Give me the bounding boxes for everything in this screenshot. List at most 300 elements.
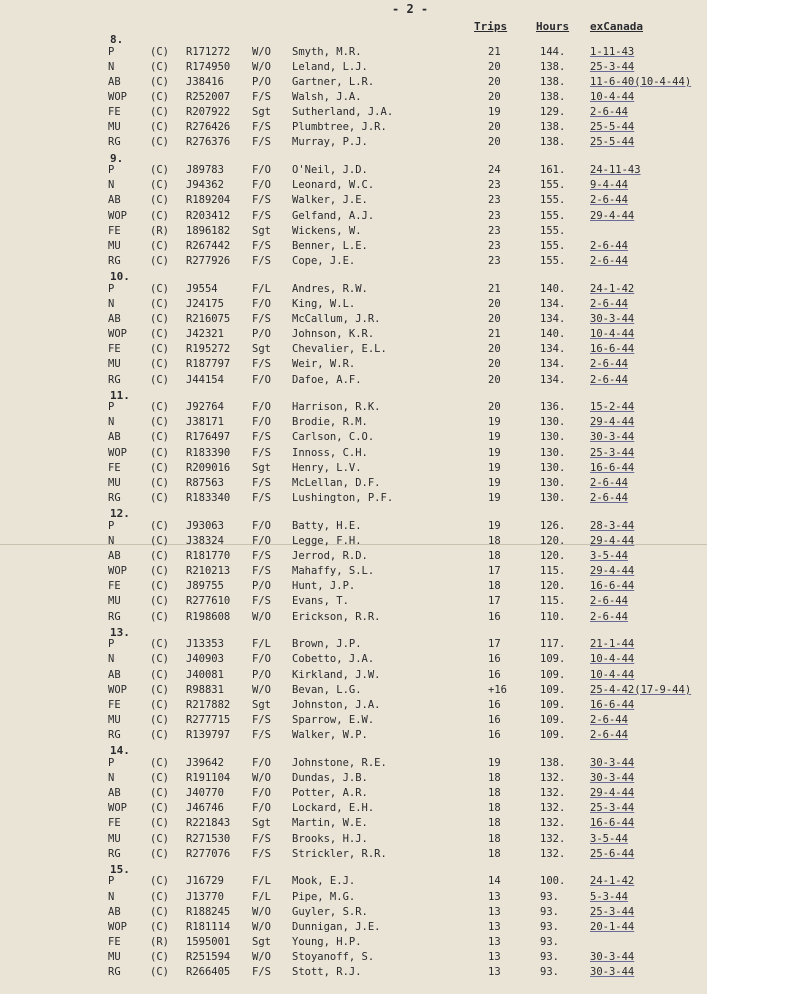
crew-member-row (0, 875, 707, 890)
ex-canada-date: 2-6-44 (590, 714, 628, 726)
member-name: Sutherland, J.A. (292, 106, 394, 119)
member-name: Mahaffy, S.L. (292, 565, 375, 578)
rank: F/O (252, 534, 271, 547)
member-name: Leland, L.J. (292, 60, 368, 73)
rank: P/O (252, 668, 271, 681)
rank: F/S (252, 136, 271, 149)
service-number: R183390 (186, 446, 231, 459)
rank: F/S (252, 550, 271, 562)
service-number: J9554 (186, 282, 218, 295)
crew-position: FE (108, 817, 121, 830)
trips-count: 13 (488, 935, 501, 948)
crew-member-row (0, 106, 707, 121)
member-name: Hunt, J.P. (292, 580, 356, 593)
rank: F/S (252, 847, 271, 860)
trips-count: +16 (488, 683, 507, 696)
trips-count: 18 (488, 534, 501, 547)
hours-value: 109. (540, 729, 566, 742)
service-number: 1896182 (186, 224, 231, 237)
ex-canada-date: 30-3-44 (590, 966, 635, 979)
status: (C) (150, 951, 169, 964)
service-number: J40770 (186, 787, 224, 800)
crew-position: N (108, 890, 115, 903)
trips-count: 20 (488, 60, 501, 73)
ex-canada-date: 3-5-44 (590, 550, 628, 562)
rank: F/S (252, 431, 271, 444)
crew-position: AB (108, 431, 121, 444)
status: (C) (150, 164, 169, 177)
status: (C) (150, 179, 169, 192)
ex-canada-date: 25-3-44 (590, 60, 635, 73)
member-name: Henry, L.V. (292, 461, 362, 474)
status: (C) (150, 966, 169, 979)
crew-member-row (0, 936, 707, 951)
status: (C) (150, 802, 169, 815)
crew-member-row (0, 520, 707, 535)
crew-member-row (0, 401, 707, 416)
trips-count: 13 (488, 951, 501, 964)
trips-count: 19 (488, 492, 501, 505)
rank: F/S (252, 476, 271, 489)
trips-count: 19 (488, 431, 501, 444)
rank: W/O (252, 610, 271, 623)
status: (C) (150, 209, 169, 222)
hours-value: 134. (540, 297, 566, 310)
status: (C) (150, 905, 169, 918)
crew-member-row (0, 535, 707, 550)
rank: F/O (252, 401, 271, 414)
member-name: Stoyanoff, S. (292, 951, 375, 964)
trips-count: 20 (488, 312, 501, 325)
ex-canada-date: 10-4-44 (590, 328, 635, 341)
member-name: Brodie, R.M. (292, 416, 368, 429)
ex-canada-date: 30-3-44 (590, 771, 635, 784)
crew-position: N (108, 416, 115, 429)
crew-position: WOP (108, 920, 127, 933)
service-number: R174950 (186, 60, 231, 73)
rank: F/S (252, 209, 271, 222)
member-name: Erickson, R.R. (292, 610, 381, 623)
ex-canada-date: 2-6-44 (590, 476, 628, 489)
ex-canada-date: 2-6-44 (590, 239, 628, 252)
service-number: J24175 (186, 297, 224, 310)
status: (C) (150, 714, 169, 726)
crew-member-row (0, 669, 707, 684)
member-name: Sparrow, E.W. (292, 714, 375, 726)
member-name: Evans, T. (292, 595, 349, 608)
hours-value: 129. (540, 106, 566, 119)
member-name: Brown, J.P. (292, 638, 362, 651)
crew-member-row (0, 772, 707, 787)
hours-value: 140. (540, 328, 566, 341)
crew-member-row (0, 179, 707, 194)
member-name: Dunnigan, J.E. (292, 920, 381, 933)
ex-canada-date: 28-3-44 (590, 519, 635, 532)
hours-value: 134. (540, 343, 566, 356)
crew-position: RG (108, 610, 121, 623)
service-number: R271530 (186, 832, 231, 845)
hours-value: 100. (540, 875, 566, 888)
crew-position: WOP (108, 90, 127, 103)
rank: F/S (252, 446, 271, 459)
status: (C) (150, 60, 169, 73)
trips-count: 17 (488, 638, 501, 651)
rank: Sgt (252, 461, 271, 474)
ex-canada-date: 21-1-44 (590, 638, 635, 651)
service-number: J39642 (186, 756, 224, 769)
hours-value: 109. (540, 714, 566, 726)
member-name: Dundas, J.B. (292, 771, 368, 784)
crew-member-row (0, 757, 707, 772)
crew-position: P (108, 45, 115, 58)
status: (C) (150, 817, 169, 830)
rank: P/O (252, 580, 271, 593)
service-number: R87563 (186, 476, 224, 489)
service-number: J46746 (186, 802, 224, 815)
crew-member-row (0, 164, 707, 179)
service-number: R183340 (186, 492, 231, 505)
service-number: J16729 (186, 875, 224, 888)
ex-canada-date: 30-3-44 (590, 312, 635, 325)
rank: W/O (252, 920, 271, 933)
ex-canada-date: 24-11-43 (590, 164, 641, 177)
hours-value: 132. (540, 802, 566, 815)
hours-value: 134. (540, 312, 566, 325)
hours-value: 109. (540, 698, 566, 711)
hours-value: 140. (540, 282, 566, 295)
ex-canada-date: 2-6-44 (590, 729, 628, 742)
hours-value: 138. (540, 756, 566, 769)
rank: Sgt (252, 106, 271, 119)
rank: F/O (252, 179, 271, 192)
status: (C) (150, 550, 169, 562)
ex-canada-date: 30-3-44 (590, 951, 635, 964)
crew-position: P (108, 756, 115, 769)
trips-count: 19 (488, 476, 501, 489)
crew-position: RG (108, 136, 121, 149)
status: (C) (150, 194, 169, 207)
rank: F/S (252, 254, 271, 267)
crew-position: AB (108, 312, 121, 325)
member-name: King, W.L. (292, 297, 356, 310)
crew-position: FE (108, 935, 121, 948)
hours-value: 130. (540, 476, 566, 489)
hours-value: 130. (540, 416, 566, 429)
member-name: Walsh, J.A. (292, 90, 362, 103)
trips-count: 20 (488, 75, 501, 88)
trips-count: 18 (488, 832, 501, 845)
rank: F/S (252, 595, 271, 608)
rank: Sgt (252, 224, 271, 237)
status: (C) (150, 416, 169, 429)
rank: F/L (252, 875, 271, 888)
crew-position: MU (108, 951, 121, 964)
crew-member-row (0, 121, 707, 136)
service-number: R181114 (186, 920, 231, 933)
member-name: O'Neil, J.D. (292, 164, 368, 177)
crew-position: AB (108, 194, 121, 207)
hours-value: 132. (540, 847, 566, 860)
member-name: Johnson, K.R. (292, 328, 375, 341)
ex-canada-date: 24-1-42 (590, 875, 635, 888)
member-name: Johnston, J.A. (292, 698, 381, 711)
ex-canada-date: 25-3-44 (590, 802, 635, 815)
service-number: R216075 (186, 312, 231, 325)
trips-count: 18 (488, 817, 501, 830)
service-number: R188245 (186, 905, 231, 918)
trips-count: 17 (488, 595, 501, 608)
hours-value: 109. (540, 668, 566, 681)
ex-canada-date: 20-1-44 (590, 920, 635, 933)
crew-member-row (0, 580, 707, 595)
trips-count: 18 (488, 771, 501, 784)
ex-canada-date: 16-6-44 (590, 461, 635, 474)
status: (C) (150, 254, 169, 267)
service-number: R207922 (186, 106, 231, 119)
member-name: Gelfand, A.J. (292, 209, 375, 222)
service-number: R276376 (186, 136, 231, 149)
status: (C) (150, 431, 169, 444)
crew-member-row (0, 194, 707, 209)
trips-count: 19 (488, 106, 501, 119)
hours-value: 93. (540, 966, 559, 979)
ex-canada-date: 2-6-44 (590, 610, 628, 623)
crew-position: P (108, 282, 115, 295)
crew-number: 9. (110, 151, 124, 165)
member-name: Walker, J.E. (292, 194, 368, 207)
rank: W/O (252, 45, 271, 58)
service-number: J89755 (186, 580, 224, 593)
service-number: R251594 (186, 951, 231, 964)
member-name: Lushington, P.F. (292, 492, 394, 505)
service-number: R277610 (186, 595, 231, 608)
rank: F/O (252, 787, 271, 800)
trips-count: 23 (488, 179, 501, 192)
member-name: Pipe, M.G. (292, 890, 356, 903)
member-name: Cobetto, J.A. (292, 653, 375, 666)
trips-count: 20 (488, 343, 501, 356)
hours-value: 134. (540, 358, 566, 371)
status: (C) (150, 90, 169, 103)
trips-count: 16 (488, 653, 501, 666)
member-name: Murray, P.J. (292, 136, 368, 149)
ex-canada-date: 25-4-42(17-9-44) (590, 683, 692, 696)
status: (C) (150, 519, 169, 532)
crew-member-row (0, 699, 707, 714)
hours-value: 138. (540, 121, 566, 134)
crew-position: RG (108, 254, 121, 267)
service-number: J38324 (186, 534, 224, 547)
status: (C) (150, 890, 169, 903)
rank: F/O (252, 802, 271, 815)
status: (C) (150, 756, 169, 769)
crew-position: AB (108, 550, 121, 562)
rank: F/S (252, 492, 271, 505)
rank: F/O (252, 297, 271, 310)
hours-value: 93. (540, 951, 559, 964)
rank: F/O (252, 416, 271, 429)
service-number: R277076 (186, 847, 231, 860)
crew-position: WOP (108, 328, 127, 341)
rank: F/S (252, 194, 271, 207)
rank: F/L (252, 890, 271, 903)
trips-count: 20 (488, 358, 501, 371)
hours-value: 134. (540, 373, 566, 386)
status: (C) (150, 875, 169, 888)
member-name: Legge, F.H. (292, 534, 362, 547)
rank: F/S (252, 358, 271, 371)
member-name: McLellan, D.F. (292, 476, 381, 489)
crew-position: RG (108, 729, 121, 742)
trips-count: 17 (488, 565, 501, 578)
service-number: J89783 (186, 164, 224, 177)
service-number: J42321 (186, 328, 224, 341)
ex-canada-date: 25-3-44 (590, 446, 635, 459)
trips-count: 18 (488, 580, 501, 593)
header-trips: Trips (474, 20, 508, 33)
status: (C) (150, 282, 169, 295)
hours-value: 132. (540, 832, 566, 845)
crew-position: RG (108, 492, 121, 505)
member-name: Harrison, R.K. (292, 401, 381, 414)
crew-position: P (108, 638, 115, 651)
ex-canada-date: 29-4-44 (590, 416, 635, 429)
rank: F/S (252, 312, 271, 325)
rank: P/O (252, 75, 271, 88)
rank: W/O (252, 951, 271, 964)
status: (C) (150, 610, 169, 623)
crew-member-row (0, 447, 707, 462)
member-name: Andres, R.W. (292, 282, 368, 295)
service-number: J92764 (186, 401, 224, 414)
service-number: R277926 (186, 254, 231, 267)
crew-member-row (0, 906, 707, 921)
crew-position: N (108, 771, 115, 784)
crew-position: FE (108, 106, 121, 119)
rank: Sgt (252, 935, 271, 948)
crew-member-row (0, 787, 707, 802)
trips-count: 16 (488, 668, 501, 681)
service-number: J40903 (186, 653, 224, 666)
ex-canada-date: 3-5-44 (590, 832, 628, 845)
crew-position: P (108, 164, 115, 177)
crew-number: 12. (110, 507, 130, 521)
status: (C) (150, 698, 169, 711)
service-number: R210213 (186, 565, 231, 578)
trips-count: 16 (488, 698, 501, 711)
hours-value: 110. (540, 610, 566, 623)
status: (C) (150, 729, 169, 742)
rank: F/S (252, 966, 271, 979)
member-name: Gartner, L.R. (292, 75, 375, 88)
trips-count: 23 (488, 254, 501, 267)
crew-member-row (0, 833, 707, 848)
service-number: R266405 (186, 966, 231, 979)
crew-position: FE (108, 698, 121, 711)
rank: F/S (252, 729, 271, 742)
ex-canada-date: 25-6-44 (590, 847, 635, 860)
hours-value: 109. (540, 683, 566, 696)
crew-member-row (0, 225, 707, 240)
status: (C) (150, 297, 169, 310)
service-number: J94362 (186, 179, 224, 192)
crew-position: AB (108, 787, 121, 800)
member-name: Benner, L.E. (292, 239, 368, 252)
status: (C) (150, 461, 169, 474)
trips-count: 24 (488, 164, 501, 177)
hours-value: 130. (540, 446, 566, 459)
trips-count: 20 (488, 121, 501, 134)
crew-member-row (0, 431, 707, 446)
rank: P/O (252, 328, 271, 341)
crew-member-row (0, 684, 707, 699)
trips-count: 23 (488, 224, 501, 237)
rank: F/S (252, 239, 271, 252)
member-name: Potter, A.R. (292, 787, 368, 800)
status: (C) (150, 343, 169, 356)
trips-count: 23 (488, 209, 501, 222)
crew-position: FE (108, 224, 121, 237)
status: (C) (150, 595, 169, 608)
service-number: J40081 (186, 668, 224, 681)
ex-canada-date: 25-5-44 (590, 121, 635, 134)
hours-value: 109. (540, 653, 566, 666)
ex-canada-date: 2-6-44 (590, 194, 628, 207)
rank: F/O (252, 756, 271, 769)
ex-canada-date: 30-3-44 (590, 431, 635, 444)
crew-member-row (0, 848, 707, 863)
status: (C) (150, 446, 169, 459)
crew-number: 14. (110, 744, 130, 758)
crew-member-row (0, 136, 707, 151)
crew-member-row (0, 595, 707, 610)
trips-count: 16 (488, 714, 501, 726)
trips-count: 13 (488, 890, 501, 903)
crew-member-row (0, 61, 707, 76)
crew-position: MU (108, 121, 121, 134)
member-name: Bevan, L.G. (292, 683, 362, 696)
page-number: - 2 - (392, 2, 429, 16)
rank: F/S (252, 714, 271, 726)
member-name: Martin, W.E. (292, 817, 368, 830)
hours-value: 120. (540, 534, 566, 547)
hours-value: 115. (540, 595, 566, 608)
crew-member-row (0, 921, 707, 936)
hours-value: 93. (540, 890, 559, 903)
hours-value: 161. (540, 164, 566, 177)
crew-member-row (0, 729, 707, 744)
crew-position: RG (108, 966, 121, 979)
header-ex-canada: exCanada (590, 20, 643, 33)
crew-position: N (108, 297, 115, 310)
crew-position: WOP (108, 565, 127, 578)
member-name: Leonard, W.C. (292, 179, 375, 192)
crew-position: FE (108, 461, 121, 474)
service-number: J44154 (186, 373, 224, 386)
member-name: Strickler, R.R. (292, 847, 387, 860)
trips-count: 18 (488, 802, 501, 815)
crew-position: RG (108, 847, 121, 860)
hours-value: 93. (540, 920, 559, 933)
crew-position: N (108, 653, 115, 666)
hours-value: 120. (540, 550, 566, 562)
crew-number: 15. (110, 862, 130, 876)
ex-canada-date: 2-6-44 (590, 297, 628, 310)
status: (C) (150, 832, 169, 845)
crew-member-row (0, 210, 707, 225)
hours-value: 155. (540, 239, 566, 252)
member-name: Carlson, C.O. (292, 431, 375, 444)
